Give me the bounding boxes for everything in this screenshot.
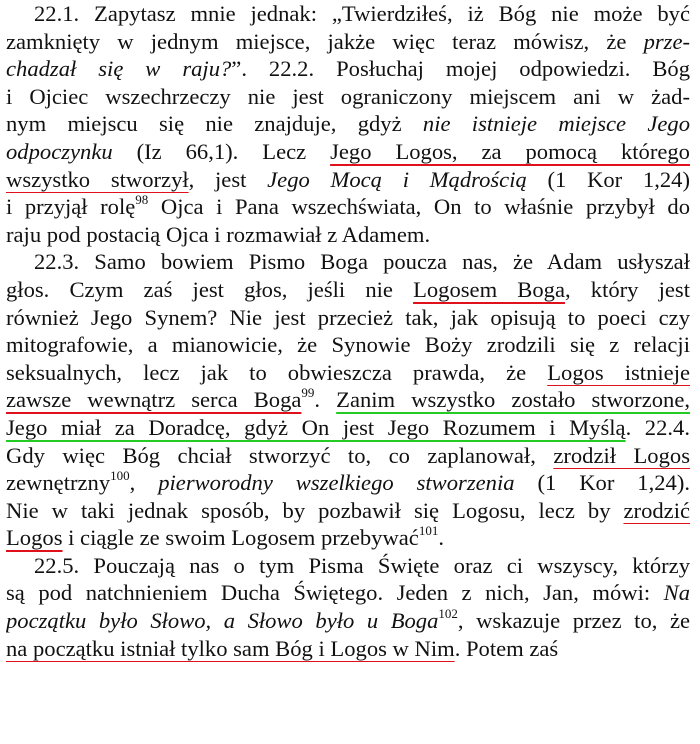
italic-text: pierworodny wszelkiego stworzenia [158, 470, 515, 496]
text-run: , [129, 470, 159, 496]
italic-text: odpoczynku [6, 138, 113, 164]
text-run: i przyjął rolę [6, 194, 136, 220]
italic-text: Jego Mocą i Mądrością [267, 166, 527, 192]
text-line [6, 221, 690, 249]
text-line [6, 276, 690, 304]
red-underlined-text: Logos [6, 525, 63, 551]
text-line [6, 359, 690, 387]
text-run: . [438, 525, 444, 551]
red-underlined-text: zrodzić [623, 497, 690, 523]
text-run: Nie w taki jednak sposób, by pozbawił się Logosu, lecz by [6, 497, 624, 523]
text-line [6, 552, 690, 580]
red-underlined-text: wszystko stworzył [6, 166, 189, 192]
text-line [6, 138, 690, 166]
text-line [6, 166, 690, 194]
text-run: i Ojciec wszechrzeczy nie jest ograniczony miejscem ani w żad- [6, 83, 690, 109]
text-line [6, 0, 690, 28]
text-run: mitografowie, a mianowicie, że Synowie Boży zrodzili się z relacji [6, 332, 690, 358]
text-run: i ciągle ze swoim Logosem przebywać [62, 525, 419, 551]
text-run: 22.1. Zapytasz mnie jednak: „Twierdziłeś, iż Bóg nie może być [34, 1, 690, 26]
italic-text: Na [663, 580, 690, 606]
text-line [6, 414, 690, 442]
footnote-ref: 98 [135, 193, 149, 207]
text-run: zewnętrzny [6, 470, 111, 496]
text-line [6, 331, 690, 359]
red-underlined-text: Jego Logos, za pomocą którego [330, 138, 690, 164]
text-line [6, 28, 690, 56]
text-run: . 22.4. [625, 414, 690, 440]
text-run: 22.5. Pouczają nas o tym Pisma Święte oraz ci wszyscy, którzy [34, 552, 690, 578]
text-run: seksualnych, lecz jak to obwieszcza prawda, że [6, 359, 548, 385]
text-run: (Iz 66,1). Lecz [112, 138, 331, 164]
red-underlined-text: Logos istnieje [547, 359, 690, 385]
paragraph-22-5 [6, 552, 690, 662]
italic-text: prze- [643, 28, 690, 54]
text-line [6, 193, 690, 221]
text-run: , który jest [564, 276, 690, 302]
text-run: również Jego Synem? Nie jest przecież tak, jak opisują to poeci czy [6, 304, 690, 330]
text-line [6, 524, 690, 552]
text-run: są pod natchnieniem Ducha Świętego. Jeden z nich, Jan, mówi: [6, 580, 664, 606]
footnote-ref: 102 [438, 607, 458, 621]
text-run: (1 Kor 1,24) [526, 166, 690, 192]
text-run: (1 Kor 1,24). [514, 470, 690, 496]
text-run: głos. Czym zaś jest głos, jeśli nie [6, 276, 414, 302]
text-line [6, 635, 690, 663]
text-line [6, 83, 690, 111]
text-run: . [314, 387, 337, 413]
text-line [6, 497, 690, 525]
footnote-ref: 101 [418, 524, 439, 538]
green-underlined-text: Zanim wszystko zostało stworzone, [336, 387, 690, 413]
text-run: . Potem zaś [454, 635, 559, 661]
text-line [6, 110, 690, 138]
green-underlined-text: Jego miał za Doradcę, gdyż On jest Jego Rozumem i Myślą [6, 414, 626, 440]
text-run: raju pod postacią Ojca i rozmawiał z Adamem. [6, 221, 431, 247]
paragraph-22-1 [6, 0, 690, 248]
text-line [6, 607, 690, 635]
red-underlined-text: zrodził Logos [553, 442, 690, 468]
italic-text: chadzał się w raju? [6, 56, 232, 82]
text-run: zamknięty w jednym miejsce, jakże więc teraz mówisz, że [6, 28, 644, 54]
italic-text: początku było Słowo, a Słowo było u Boga [6, 608, 439, 634]
text-run: , jest [188, 166, 268, 192]
text-line [6, 304, 690, 332]
red-underlined-text: Logosem Boga [413, 276, 565, 302]
text-line [6, 248, 690, 276]
footnote-ref: 99 [301, 386, 315, 400]
text-run: nym miejscu się nie znajduje, gdyż [6, 111, 423, 137]
text-line [6, 442, 690, 470]
footnote-ref: 100 [110, 469, 130, 483]
text-line [6, 579, 690, 607]
italic-text: nie istnieje miejsce Jego [422, 111, 690, 137]
text-run: ”. 22.2. Posłuchaj mojej odpowiedzi. Bóg [231, 56, 690, 82]
text-line [6, 469, 690, 497]
text-run: Ojca i Pana wszechświata, On to właśnie przybył do [148, 194, 690, 220]
red-underlined-text: zawsze wewnątrz serca Boga [6, 387, 302, 413]
text-run: 22.3. Samo bowiem Pismo Boga poucza nas, że Adam usłyszał [34, 249, 690, 275]
text-line [6, 386, 690, 414]
red-underlined-text: na początku istniał tylko sam Bóg i Logos w Nim [6, 635, 455, 661]
paragraph-22-3 [6, 248, 690, 552]
text-run: , wskazuje przez to, że [457, 608, 690, 634]
text-line [6, 55, 690, 83]
text-run: Gdy więc Bóg chciał stworzyć to, co zaplanował, [6, 442, 554, 468]
